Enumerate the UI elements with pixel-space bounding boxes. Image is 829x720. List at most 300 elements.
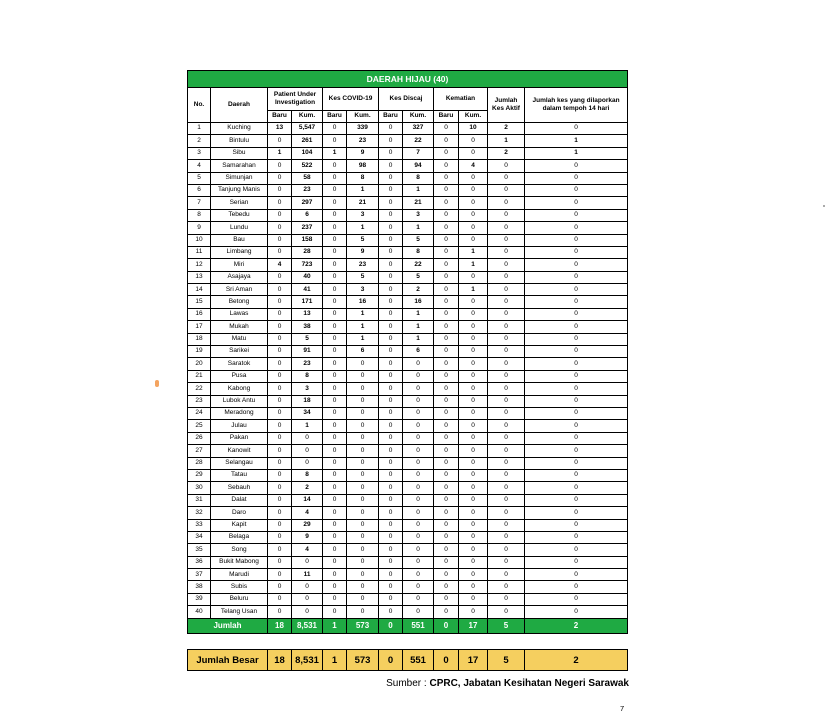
row-covid-baru: 0 bbox=[323, 308, 347, 320]
row-discaj-baru: 0 bbox=[379, 519, 403, 531]
table-row bbox=[188, 135, 628, 147]
row-pui-kum: 522 bbox=[292, 160, 323, 172]
row-discaj-baru: 0 bbox=[379, 531, 403, 543]
subheader-baru: Baru bbox=[379, 111, 403, 123]
row-covid-kum: 0 bbox=[347, 544, 379, 556]
row-jumlah-14-hari: 0 bbox=[525, 222, 628, 234]
row-covid-kum: 0 bbox=[347, 420, 379, 432]
table-row bbox=[188, 259, 628, 271]
row-discaj-baru: 0 bbox=[379, 445, 403, 457]
row-pui-kum: 40 bbox=[292, 271, 323, 283]
row-covid-kum: 0 bbox=[347, 358, 379, 370]
row-kematian-kum: 0 bbox=[459, 407, 488, 419]
row-covid-baru: 0 bbox=[323, 222, 347, 234]
row-discaj-kum: 0 bbox=[403, 445, 434, 457]
row-jumlah-14-hari: 0 bbox=[525, 284, 628, 296]
row-jumlah-14-hari: 0 bbox=[525, 482, 628, 494]
row-kes-aktif: 1 bbox=[488, 135, 525, 147]
header-no: No. bbox=[188, 88, 211, 123]
row-kematian-kum: 1 bbox=[459, 246, 488, 258]
table-row bbox=[188, 445, 628, 457]
subheader-baru: Baru bbox=[268, 111, 292, 123]
row-discaj-baru: 0 bbox=[379, 469, 403, 481]
row-covid-kum: 16 bbox=[347, 296, 379, 308]
row-covid-baru: 0 bbox=[323, 420, 347, 432]
row-discaj-baru: 0 bbox=[379, 370, 403, 382]
row-pui-baru: 0 bbox=[268, 457, 292, 469]
row-covid-baru: 0 bbox=[323, 184, 347, 196]
row-kes-aktif: 0 bbox=[488, 197, 525, 209]
row-discaj-kum: 0 bbox=[403, 482, 434, 494]
row-discaj-kum: 8 bbox=[403, 172, 434, 184]
row-discaj-baru: 0 bbox=[379, 160, 403, 172]
row-discaj-baru: 0 bbox=[379, 296, 403, 308]
row-covid-kum: 0 bbox=[347, 519, 379, 531]
row-discaj-baru: 0 bbox=[379, 544, 403, 556]
row-jumlah-14-hari: 0 bbox=[525, 346, 628, 358]
row-daerah: Meradong bbox=[211, 407, 268, 419]
row-kematian-baru: 0 bbox=[434, 383, 459, 395]
header-jumlah-14-hari: Jumlah kes yang dilaporkan dalam tempoh 14 hari bbox=[525, 88, 628, 123]
row-daerah: Dalat bbox=[211, 494, 268, 506]
grand-total-label: Jumlah Besar bbox=[188, 650, 268, 671]
row-daerah: Saratok bbox=[211, 358, 268, 370]
row-jumlah-14-hari: 0 bbox=[525, 494, 628, 506]
row-daerah: Julau bbox=[211, 420, 268, 432]
grand-discaj-kum: 551 bbox=[403, 650, 434, 671]
row-jumlah-14-hari: 0 bbox=[525, 469, 628, 481]
row-discaj-kum: 0 bbox=[403, 606, 434, 618]
row-discaj-kum: 0 bbox=[403, 370, 434, 382]
page-number: 7 bbox=[620, 704, 625, 713]
row-kematian-kum: 1 bbox=[459, 259, 488, 271]
row-pui-baru: 0 bbox=[268, 519, 292, 531]
row-no: 22 bbox=[188, 383, 211, 395]
row-daerah: Kuching bbox=[211, 123, 268, 135]
row-kematian-kum: 0 bbox=[459, 222, 488, 234]
row-jumlah-14-hari: 0 bbox=[525, 407, 628, 419]
row-no: 34 bbox=[188, 531, 211, 543]
row-pui-baru: 0 bbox=[268, 606, 292, 618]
row-discaj-kum: 0 bbox=[403, 407, 434, 419]
row-covid-kum: 0 bbox=[347, 395, 379, 407]
row-kematian-baru: 0 bbox=[434, 123, 459, 135]
row-kes-aktif: 0 bbox=[488, 420, 525, 432]
row-daerah: Bukit Mabong bbox=[211, 556, 268, 568]
row-covid-baru: 0 bbox=[323, 321, 347, 333]
row-covid-baru: 0 bbox=[323, 370, 347, 382]
row-discaj-baru: 0 bbox=[379, 420, 403, 432]
table-row bbox=[188, 606, 628, 618]
row-jumlah-14-hari: 0 bbox=[525, 507, 628, 519]
grand-pui-kum: 8,531 bbox=[292, 650, 323, 671]
table-row bbox=[188, 333, 628, 345]
row-covid-kum: 0 bbox=[347, 445, 379, 457]
row-covid-kum: 0 bbox=[347, 432, 379, 444]
row-no: 27 bbox=[188, 445, 211, 457]
row-discaj-baru: 0 bbox=[379, 197, 403, 209]
row-covid-baru: 0 bbox=[323, 395, 347, 407]
row-covid-baru: 0 bbox=[323, 197, 347, 209]
row-kematian-baru: 0 bbox=[434, 197, 459, 209]
row-discaj-kum: 0 bbox=[403, 556, 434, 568]
row-no: 26 bbox=[188, 432, 211, 444]
row-no: 33 bbox=[188, 519, 211, 531]
row-kematian-baru: 0 bbox=[434, 556, 459, 568]
header-pui: Patient Under Investigation bbox=[268, 88, 323, 111]
row-pui-kum: 18 bbox=[292, 395, 323, 407]
row-kematian-baru: 0 bbox=[434, 395, 459, 407]
row-kes-aktif: 0 bbox=[488, 160, 525, 172]
row-discaj-baru: 0 bbox=[379, 457, 403, 469]
row-pui-kum: 3 bbox=[292, 383, 323, 395]
row-discaj-baru: 0 bbox=[379, 606, 403, 618]
row-kematian-baru: 0 bbox=[434, 544, 459, 556]
row-covid-baru: 0 bbox=[323, 296, 347, 308]
row-kes-aktif: 0 bbox=[488, 321, 525, 333]
row-no: 40 bbox=[188, 606, 211, 618]
source-note bbox=[320, 678, 629, 689]
row-jumlah-14-hari: 1 bbox=[525, 135, 628, 147]
row-pui-kum: 0 bbox=[292, 556, 323, 568]
table-row bbox=[188, 420, 628, 432]
total-covid-baru: 1 bbox=[323, 618, 347, 633]
row-covid-baru: 0 bbox=[323, 606, 347, 618]
row-pui-baru: 0 bbox=[268, 432, 292, 444]
row-no: 8 bbox=[188, 209, 211, 221]
subheader-kum: Kum. bbox=[459, 111, 488, 123]
row-kematian-kum: 0 bbox=[459, 172, 488, 184]
row-kematian-kum: 0 bbox=[459, 569, 488, 581]
row-pui-baru: 0 bbox=[268, 346, 292, 358]
table-row bbox=[188, 346, 628, 358]
row-covid-kum: 0 bbox=[347, 531, 379, 543]
row-pui-baru: 0 bbox=[268, 383, 292, 395]
row-covid-baru: 0 bbox=[323, 135, 347, 147]
row-no: 16 bbox=[188, 308, 211, 320]
total-covid-kum: 573 bbox=[347, 618, 379, 633]
row-covid-baru: 0 bbox=[323, 358, 347, 370]
table-row bbox=[188, 519, 628, 531]
row-no: 4 bbox=[188, 160, 211, 172]
row-kematian-kum: 0 bbox=[459, 197, 488, 209]
grand-discaj-baru: 0 bbox=[379, 650, 403, 671]
row-pui-baru: 0 bbox=[268, 358, 292, 370]
row-jumlah-14-hari: 0 bbox=[525, 333, 628, 345]
row-covid-baru: 0 bbox=[323, 383, 347, 395]
subheader-kum: Kum. bbox=[403, 111, 434, 123]
row-daerah: Pusa bbox=[211, 370, 268, 382]
subheader-kum: Kum. bbox=[292, 111, 323, 123]
table-row bbox=[188, 556, 628, 568]
row-discaj-kum: 0 bbox=[403, 581, 434, 593]
row-jumlah-14-hari: 0 bbox=[525, 593, 628, 605]
row-kematian-kum: 0 bbox=[459, 296, 488, 308]
margin-dot bbox=[823, 205, 825, 207]
row-daerah: Sibu bbox=[211, 147, 268, 159]
row-discaj-kum: 1 bbox=[403, 184, 434, 196]
row-kematian-kum: 10 bbox=[459, 123, 488, 135]
table-row bbox=[188, 209, 628, 221]
row-pui-kum: 104 bbox=[292, 147, 323, 159]
row-daerah: Kapit bbox=[211, 519, 268, 531]
row-no: 38 bbox=[188, 581, 211, 593]
row-pui-baru: 4 bbox=[268, 259, 292, 271]
row-covid-baru: 0 bbox=[323, 581, 347, 593]
row-kes-aktif: 0 bbox=[488, 172, 525, 184]
row-covid-kum: 9 bbox=[347, 246, 379, 258]
row-pui-kum: 2 bbox=[292, 482, 323, 494]
total-pui-kum: 8,531 bbox=[292, 618, 323, 633]
row-covid-baru: 0 bbox=[323, 407, 347, 419]
row-kematian-baru: 0 bbox=[434, 333, 459, 345]
row-covid-kum: 0 bbox=[347, 482, 379, 494]
row-pui-kum: 723 bbox=[292, 259, 323, 271]
row-daerah: Telang Usan bbox=[211, 606, 268, 618]
row-jumlah-14-hari: 0 bbox=[525, 556, 628, 568]
table-row bbox=[188, 544, 628, 556]
row-jumlah-14-hari: 0 bbox=[525, 271, 628, 283]
row-kematian-baru: 0 bbox=[434, 346, 459, 358]
row-jumlah-14-hari: 0 bbox=[525, 234, 628, 246]
row-pui-kum: 0 bbox=[292, 606, 323, 618]
row-jumlah-14-hari: 0 bbox=[525, 383, 628, 395]
grand-kematian-baru: 0 bbox=[434, 650, 459, 671]
row-covid-baru: 0 bbox=[323, 432, 347, 444]
row-kematian-baru: 0 bbox=[434, 271, 459, 283]
grand-jumlah-14-hari: 2 bbox=[525, 650, 628, 671]
row-jumlah-14-hari: 0 bbox=[525, 308, 628, 320]
row-pui-kum: 14 bbox=[292, 494, 323, 506]
row-pui-baru: 13 bbox=[268, 123, 292, 135]
row-discaj-baru: 0 bbox=[379, 284, 403, 296]
row-discaj-kum: 2 bbox=[403, 284, 434, 296]
row-pui-kum: 0 bbox=[292, 445, 323, 457]
row-kematian-kum: 0 bbox=[459, 581, 488, 593]
row-pui-kum: 0 bbox=[292, 581, 323, 593]
row-kematian-kum: 0 bbox=[459, 184, 488, 196]
row-daerah: Tanjung Manis bbox=[211, 184, 268, 196]
row-jumlah-14-hari: 0 bbox=[525, 370, 628, 382]
row-no: 17 bbox=[188, 321, 211, 333]
row-discaj-kum: 0 bbox=[403, 544, 434, 556]
row-discaj-baru: 0 bbox=[379, 246, 403, 258]
row-daerah: Tatau bbox=[211, 469, 268, 481]
row-covid-baru: 0 bbox=[323, 507, 347, 519]
row-discaj-baru: 0 bbox=[379, 383, 403, 395]
row-daerah: Serian bbox=[211, 197, 268, 209]
row-covid-baru: 0 bbox=[323, 457, 347, 469]
row-jumlah-14-hari: 0 bbox=[525, 197, 628, 209]
row-pui-baru: 0 bbox=[268, 420, 292, 432]
row-daerah: Belaga bbox=[211, 531, 268, 543]
row-pui-kum: 8 bbox=[292, 469, 323, 481]
row-kes-aktif: 0 bbox=[488, 432, 525, 444]
row-discaj-kum: 5 bbox=[403, 271, 434, 283]
row-pui-baru: 0 bbox=[268, 321, 292, 333]
row-pui-baru: 0 bbox=[268, 197, 292, 209]
grand-covid-baru: 1 bbox=[323, 650, 347, 671]
row-covid-kum: 0 bbox=[347, 569, 379, 581]
row-discaj-kum: 0 bbox=[403, 420, 434, 432]
table-row bbox=[188, 593, 628, 605]
row-pui-kum: 58 bbox=[292, 172, 323, 184]
row-discaj-kum: 0 bbox=[403, 569, 434, 581]
row-no: 24 bbox=[188, 407, 211, 419]
row-discaj-kum: 6 bbox=[403, 346, 434, 358]
row-discaj-kum: 7 bbox=[403, 147, 434, 159]
total-pui-baru: 18 bbox=[268, 618, 292, 633]
row-discaj-baru: 0 bbox=[379, 333, 403, 345]
row-pui-baru: 0 bbox=[268, 544, 292, 556]
row-kematian-baru: 0 bbox=[434, 308, 459, 320]
row-discaj-kum: 3 bbox=[403, 209, 434, 221]
row-pui-kum: 23 bbox=[292, 184, 323, 196]
row-no: 39 bbox=[188, 593, 211, 605]
row-pui-baru: 0 bbox=[268, 407, 292, 419]
row-no: 3 bbox=[188, 147, 211, 159]
row-covid-baru: 0 bbox=[323, 445, 347, 457]
row-pui-kum: 91 bbox=[292, 346, 323, 358]
row-pui-kum: 34 bbox=[292, 407, 323, 419]
row-kes-aktif: 0 bbox=[488, 469, 525, 481]
row-daerah: Bau bbox=[211, 234, 268, 246]
row-kematian-baru: 0 bbox=[434, 569, 459, 581]
row-pui-kum: 29 bbox=[292, 519, 323, 531]
row-kematian-kum: 0 bbox=[459, 544, 488, 556]
row-pui-baru: 0 bbox=[268, 271, 292, 283]
row-covid-baru: 0 bbox=[323, 494, 347, 506]
table-row bbox=[188, 569, 628, 581]
row-daerah: Simunjan bbox=[211, 172, 268, 184]
row-discaj-baru: 0 bbox=[379, 556, 403, 568]
row-covid-kum: 1 bbox=[347, 333, 379, 345]
row-covid-kum: 3 bbox=[347, 209, 379, 221]
row-discaj-kum: 0 bbox=[403, 383, 434, 395]
row-kematian-baru: 0 bbox=[434, 296, 459, 308]
row-discaj-baru: 0 bbox=[379, 581, 403, 593]
row-jumlah-14-hari: 0 bbox=[525, 395, 628, 407]
row-pui-kum: 171 bbox=[292, 296, 323, 308]
row-kematian-baru: 0 bbox=[434, 581, 459, 593]
row-kes-aktif: 0 bbox=[488, 333, 525, 345]
row-covid-kum: 1 bbox=[347, 222, 379, 234]
row-kematian-kum: 0 bbox=[459, 346, 488, 358]
table-row bbox=[188, 234, 628, 246]
row-pui-kum: 28 bbox=[292, 246, 323, 258]
row-jumlah-14-hari: 0 bbox=[525, 296, 628, 308]
row-pui-baru: 0 bbox=[268, 370, 292, 382]
row-kematian-baru: 0 bbox=[434, 234, 459, 246]
row-discaj-baru: 0 bbox=[379, 172, 403, 184]
row-daerah: Kabong bbox=[211, 383, 268, 395]
row-kes-aktif: 0 bbox=[488, 606, 525, 618]
row-kes-aktif: 2 bbox=[488, 147, 525, 159]
row-no: 36 bbox=[188, 556, 211, 568]
row-pui-baru: 0 bbox=[268, 160, 292, 172]
row-kes-aktif: 0 bbox=[488, 519, 525, 531]
row-pui-baru: 0 bbox=[268, 234, 292, 246]
row-no: 35 bbox=[188, 544, 211, 556]
row-jumlah-14-hari: 0 bbox=[525, 445, 628, 457]
grand-pui-baru: 18 bbox=[268, 650, 292, 671]
row-kes-aktif: 0 bbox=[488, 209, 525, 221]
header-covid: Kes COVID-19 bbox=[323, 88, 379, 111]
table-row bbox=[188, 271, 628, 283]
row-jumlah-14-hari: 0 bbox=[525, 123, 628, 135]
row-kes-aktif: 0 bbox=[488, 457, 525, 469]
row-kes-aktif: 0 bbox=[488, 184, 525, 196]
row-no: 31 bbox=[188, 494, 211, 506]
row-pui-kum: 4 bbox=[292, 507, 323, 519]
row-daerah: Miri bbox=[211, 259, 268, 271]
row-jumlah-14-hari: 0 bbox=[525, 172, 628, 184]
row-no: 5 bbox=[188, 172, 211, 184]
row-discaj-kum: 0 bbox=[403, 469, 434, 481]
row-jumlah-14-hari: 1 bbox=[525, 147, 628, 159]
row-kematian-kum: 0 bbox=[459, 432, 488, 444]
table-row bbox=[188, 457, 628, 469]
header-discaj: Kes Discaj bbox=[379, 88, 434, 111]
row-no: 30 bbox=[188, 482, 211, 494]
row-discaj-kum: 1 bbox=[403, 333, 434, 345]
row-discaj-kum: 0 bbox=[403, 519, 434, 531]
row-kematian-kum: 0 bbox=[459, 469, 488, 481]
row-covid-kum: 0 bbox=[347, 469, 379, 481]
row-no: 29 bbox=[188, 469, 211, 481]
row-discaj-baru: 0 bbox=[379, 209, 403, 221]
row-pui-baru: 0 bbox=[268, 531, 292, 543]
grand-covid-kum: 573 bbox=[347, 650, 379, 671]
row-kematian-baru: 0 bbox=[434, 358, 459, 370]
row-pui-baru: 0 bbox=[268, 556, 292, 568]
row-discaj-kum: 0 bbox=[403, 432, 434, 444]
row-pui-kum: 5 bbox=[292, 333, 323, 345]
subheader-kum: Kum. bbox=[347, 111, 379, 123]
row-kematian-kum: 0 bbox=[459, 271, 488, 283]
table-row bbox=[188, 482, 628, 494]
table-row bbox=[188, 321, 628, 333]
header-kematian: Kematian bbox=[434, 88, 488, 111]
row-covid-kum: 3 bbox=[347, 284, 379, 296]
row-daerah: Kanowit bbox=[211, 445, 268, 457]
row-kes-aktif: 0 bbox=[488, 358, 525, 370]
row-covid-kum: 0 bbox=[347, 383, 379, 395]
row-covid-kum: 0 bbox=[347, 494, 379, 506]
row-daerah: Sebauh bbox=[211, 482, 268, 494]
row-covid-baru: 0 bbox=[323, 271, 347, 283]
row-jumlah-14-hari: 0 bbox=[525, 246, 628, 258]
table-row bbox=[188, 172, 628, 184]
row-pui-kum: 237 bbox=[292, 222, 323, 234]
row-no: 11 bbox=[188, 246, 211, 258]
source-body: CPRC, Jabatan Kesihatan Negeri Sarawak bbox=[429, 678, 629, 689]
row-pui-baru: 0 bbox=[268, 445, 292, 457]
row-pui-baru: 0 bbox=[268, 333, 292, 345]
row-kematian-kum: 0 bbox=[459, 507, 488, 519]
row-no: 12 bbox=[188, 259, 211, 271]
total-jumlah-14-hari: 2 bbox=[525, 618, 628, 633]
row-jumlah-14-hari: 0 bbox=[525, 420, 628, 432]
row-pui-kum: 11 bbox=[292, 569, 323, 581]
row-no: 10 bbox=[188, 234, 211, 246]
row-jumlah-14-hari: 0 bbox=[525, 606, 628, 618]
row-no: 7 bbox=[188, 197, 211, 209]
row-discaj-baru: 0 bbox=[379, 569, 403, 581]
row-covid-baru: 0 bbox=[323, 482, 347, 494]
row-kes-aktif: 0 bbox=[488, 482, 525, 494]
row-kematian-kum: 0 bbox=[459, 333, 488, 345]
